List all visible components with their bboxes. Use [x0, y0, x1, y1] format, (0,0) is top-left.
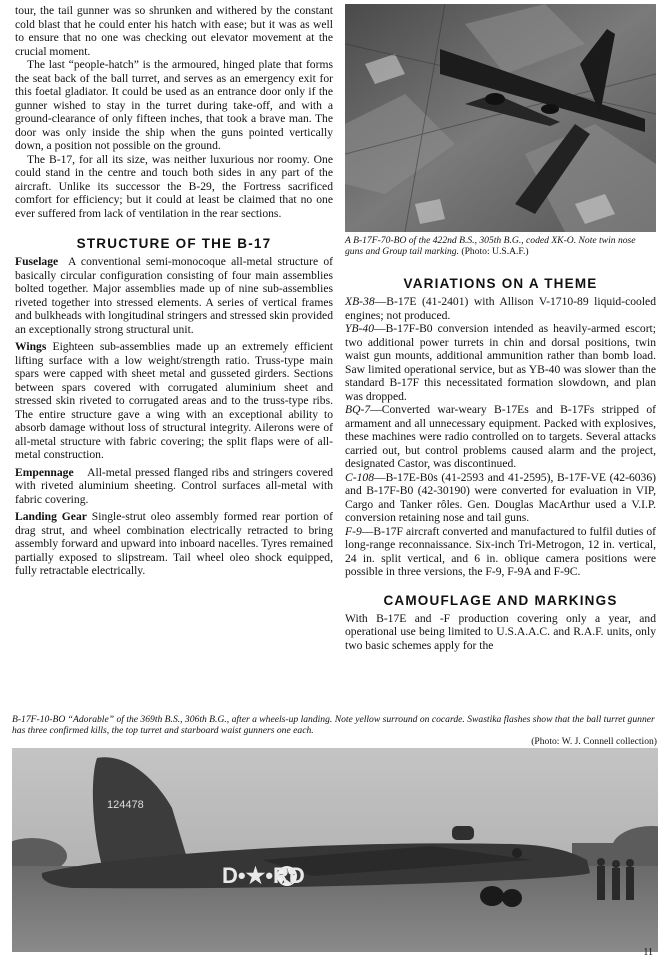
- landing-photo: [12, 748, 658, 952]
- aerial-photo: [345, 4, 656, 232]
- bq7-term: BQ-7: [345, 403, 371, 416]
- paragraph-comfort: The B-17, for all its size, was neither luxurious nor roomy. One could stand in the centre and touch both sides in any part of the aircraft. Unlike its successor the B-29, the Fortress sacrificed comfort for efficiency; but it could at least be claimed that no one ever suffered from lack of ventilation in the rear sections.: [15, 152, 333, 220]
- aerial-photo-image: [345, 4, 656, 232]
- landing-photo-caption: [12, 714, 657, 747]
- paragraph-tail-gunner: tour, the tail gunner was so shrunken and withered by the constant cold blast that he could enter his hatch with ease; but it was as well to ensure that no one was checking out elevator movement at the crucial moment.: [15, 4, 333, 58]
- right-column: [345, 276, 656, 652]
- fuselage-code: D•★•RD: [222, 863, 305, 888]
- propeller-hub: [480, 886, 504, 906]
- structure-heading: STRUCTURE OF THE B-17: [76, 236, 272, 251]
- tail-number: 124478: [107, 799, 144, 811]
- xb38-text: —B-17E (41-2401) with Allison V-1710-89 liquid-cooled engines; not produced.: [345, 295, 656, 322]
- empennage-paragraph: [15, 466, 333, 507]
- aerial-photo-caption: [345, 235, 656, 257]
- c108-term: C-108: [345, 470, 374, 484]
- landing-caption-credit: (Photo: W. J. Connell collection): [531, 736, 657, 747]
- c108-text: —B-17E-B0s (41-2593 and 41-2595), B-17F-VE (42-6036) and B-17F-B0 (42-30190) were converted for evaluation in VIP, Cargo and Tanker rôles. Gen. Douglas MacArthur used a V.I.P. conversion retaining nose and tail guns.: [345, 470, 656, 524]
- yb40-text: —B-17F-B0 conversion intended as heavily-armed escort; two additional power turrets in chin and dorsal positions, twin waist gun mounts, additional ammunition rather than bomb load. Saw limited operational service, but as YB-40 was slower than the standard B-17F this necessitated formation slowdown, and plan was dropped.: [345, 322, 656, 403]
- f9-term: F-9: [345, 524, 362, 538]
- page-number: 11: [643, 947, 653, 958]
- fuselage-text: A conventional semi-monocoque all-metal structure of basically circular configuration consisting of four main assemblies bolted together. Major assemblies made up of nine sub-assemblies riveted together into stressed elements. A series of vertical frames and bulkheads with longitudinal stringers and stressed skin provided an exceptionally strong structural unit.: [15, 255, 333, 336]
- variations-heading: VARIATIONS ON A THEME: [403, 276, 598, 291]
- xb38-term: XB-38: [345, 295, 375, 308]
- xb38-paragraph: [345, 295, 656, 322]
- wings-paragraph: [15, 340, 333, 462]
- landing-photo-image: [12, 748, 658, 952]
- wings-text: Eighteen sub-assemblies made up an extremely efficient lifting surface with a low weight/strength ratio. Truss-type main spars were capped with sheet metal and gusseted girders. Sections between spars covered with corrugated aluminium sheet and stressed skin riveted to corrugated areas and to the truss-type ribs. The entire structure gave a wing with an exceptional ability to absorb damage without loss of structural integrity. Ailerons were of all-metal structure with fabric covering; the split flaps were of all-metal construction.: [15, 340, 333, 461]
- empennage-text: All-metal pressed flanged ribs and stringers covered with riveted aluminium sheeting. Control surfaces all-metal with fabric covering.: [15, 465, 333, 506]
- f9-paragraph: [345, 525, 656, 579]
- top-turret: [452, 826, 474, 840]
- fuselage-term: Fuselage: [15, 255, 59, 268]
- wings-term: Wings: [15, 340, 47, 353]
- landing-gear-text: Single-strut oleo assembly formed rear portion of drag strut, and wheel combination electrically retracted to bring assembly forward and upward into inboard nacelles. Tyres remained partially exposed to slipstream. Tail wheel oleo shock equipped, fully retractable electrically.: [15, 510, 333, 577]
- bq7-paragraph: [345, 403, 656, 471]
- landing-gear-term: Landing Gear: [15, 510, 87, 523]
- ground-crew: [597, 858, 634, 900]
- yb40-paragraph: [345, 322, 656, 403]
- bq7-text: —Converted war-weary B-17Es and B-17Fs stripped of armament and all unnecessary equipment. Packed with explosives, these machines were radio controlled on to targets. Several attacks carried out, but control problems caused alarm and the project, designated Castor, was discontinued.: [345, 403, 656, 470]
- c108-paragraph: [345, 471, 656, 525]
- aerial-caption-credit: (Photo: U.S.A.F.): [461, 246, 529, 257]
- camouflage-heading: CAMOUFLAGE AND MARKINGS: [383, 592, 618, 608]
- camouflage-paragraph: With B-17E and -F production covering only a year, and operational use being limited to U.S.A.A.C. and R.A.F. units, only two basic schemes apply for the: [345, 611, 656, 652]
- f9-text: —B-17F aircraft converted and manufactured to fulfil duties of long-range reconnaissance. Six-inch Tri-Metrogon, 12 in. vertical, 24 in. split vertical, and 6 in. oblique camera positions were possible in three versions, the F-9, F-9A and F-9C.: [345, 524, 656, 578]
- paragraph-people-hatch: The last “people-hatch” is the armoured, hinged plate that forms the seat back of the ball turret, and serves as an emergency exit for this foetal gladiator. It could be used as an entrance door only if the gunner wished to stay in the turret during take-off, and with a ground-clearance of only fifteen inches, that took a brave man. The door was only inside the ship when the guns pointed vertically down, a position not possible on the ground.: [15, 58, 333, 152]
- yb40-term: YB-40: [345, 322, 374, 335]
- landing-caption-text: B-17F-10-BO “Adorable” of the 369th B.S., 306th B.G., after a wheels-up landing. Note yellow surround on cocarde. Swastika flashes show that the ball turret gunner has three confirmed kills, the top turret and starboard waist gunners one each.: [12, 714, 655, 736]
- empennage-term: Empennage: [15, 465, 74, 479]
- aerial-caption-text: A B-17F-70-BO of the 422nd B.S., 305th B.G., coded XK-O. Note twin nose guns and Group tail marking.: [345, 235, 636, 257]
- fuselage-paragraph: [15, 255, 333, 336]
- landing-gear-paragraph: [15, 510, 333, 578]
- left-column: [15, 4, 333, 578]
